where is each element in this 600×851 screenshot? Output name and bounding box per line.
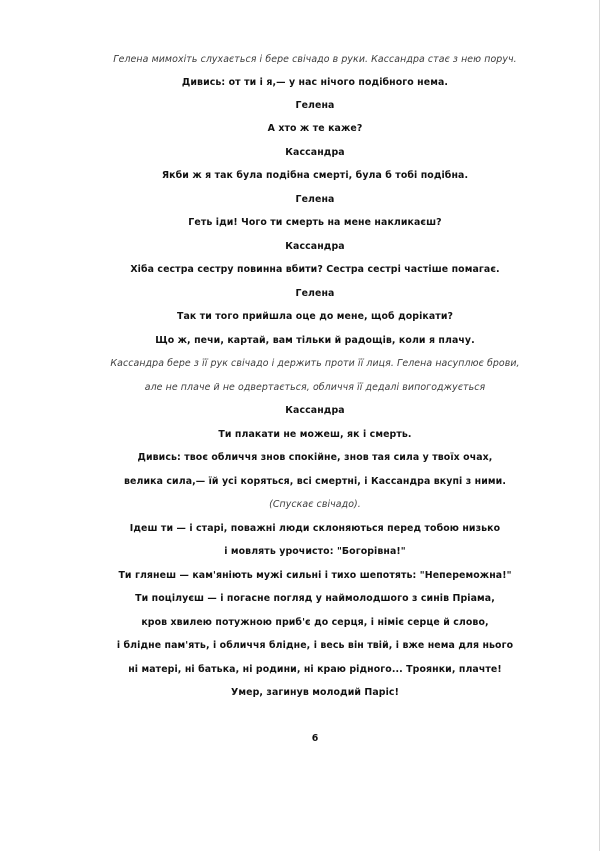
stage-direction: Гелена мимохіть слухається і бере свічадо в руки. Кассандра стає з нею поруч. xyxy=(113,54,517,65)
speech-line: Якби ж я так була подібна смерті, була б тобі подібна. xyxy=(161,170,469,181)
speech-line: Ти поцілуєш — і погасне погляд у наймолодшого з синів Пріама, xyxy=(135,593,495,604)
speech-line: Ідеш ти — і старі, поважні люди склоняються перед тобою низько xyxy=(129,523,501,534)
stage-direction: Кассандра бере з її рук свічадо і держить проти її лиця. Гелена насуплює брови, xyxy=(110,358,520,369)
speaker-name-cassandra: Кассандра xyxy=(285,147,345,158)
speech-line: кров хвилею потужною приб'є до серця, і німіє серце й слово, xyxy=(141,617,489,628)
speech-line: Умер, загинув молодий Паріс! xyxy=(231,687,399,698)
speech-line: і блідне пам'ять, і обличчя блідне, і весь він твій, і вже нема для нього xyxy=(116,640,514,651)
page-number: 6 xyxy=(311,733,319,744)
speaker-name-cassandra: Кассандра xyxy=(285,241,345,252)
speech-line: Ти плакати не можеш, як і смерть. xyxy=(218,429,412,440)
speaker-name-cassandra: Кассандра xyxy=(285,405,345,416)
speech-line: велика сила,— їй усі коряться, всі смертні, і Кассандра вкупі з ними. xyxy=(124,476,506,487)
speech-line: Дивись: от ти і я,— у нас нічого подібного нема. xyxy=(181,77,449,88)
stage-direction: але не плаче й не одвертається, обличчя її дедалі випогоджується xyxy=(144,382,486,393)
speech-line: Що ж, печи, картай, вам тільки й радощів, коли я плачу. xyxy=(155,335,475,346)
speech-line: Дивись: твоє обличчя знов спокійне, знов тая сила у твоїх очах, xyxy=(137,452,493,463)
speech-line: ні матері, ні батька, ні родини, ні краю рідного... Троянки, плачте! xyxy=(128,664,502,675)
speech-line: Хіба сестра сестру повинна вбити? Сестра сестрі частіше помагає. xyxy=(130,264,500,275)
speech-line: Геть іди! Чого ти смерть на мене накликаєш? xyxy=(188,217,442,228)
speaker-name-helena: Гелена xyxy=(295,194,335,205)
speech-line: Так ти того прийшла оце до мене, щоб дорікати? xyxy=(176,311,454,322)
stage-direction: (Спускає свічадо). xyxy=(269,499,361,510)
speech-line: і мовлять урочисто: "Богорівна!" xyxy=(224,546,406,557)
speech-line: А хто ж те каже? xyxy=(267,123,363,134)
speaker-name-helena: Гелена xyxy=(295,100,335,111)
speaker-name-helena: Гелена xyxy=(295,288,335,299)
speech-line: Ти глянеш — кам'яніють мужі сильні і тихо шепотять: "Непереможна!" xyxy=(118,570,512,581)
